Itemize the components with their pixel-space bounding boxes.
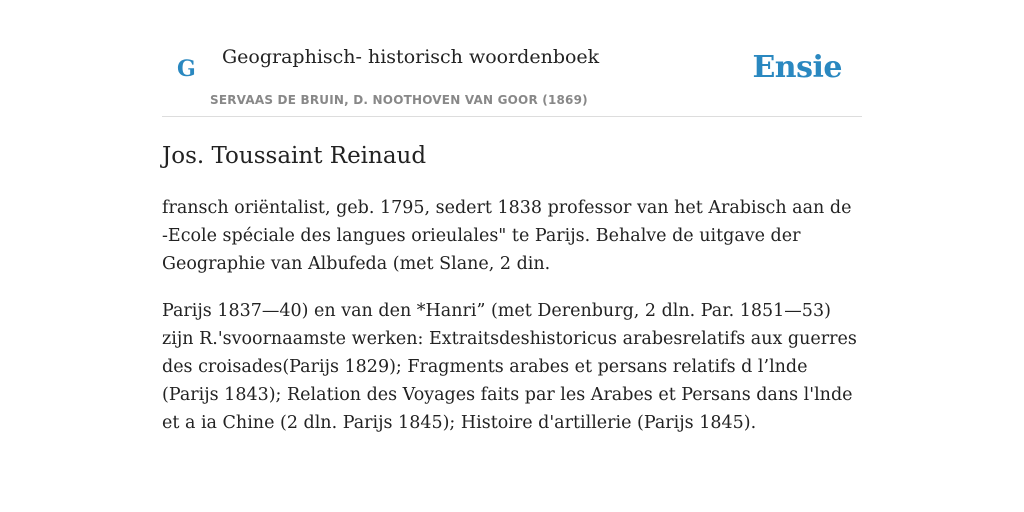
book-title-link[interactable]: Geographisch- historisch woordenboek	[222, 46, 600, 68]
article-page	[162, 0, 862, 437]
ensie-logo-link[interactable]: Ensie	[752, 50, 842, 85]
entry-title: Jos. Toussaint Reinaud	[162, 143, 427, 169]
entry-paragraph: fransch oriëntalist, geb. 1795, sedert 1838 professor van het Arabisch aan de -Ecole spéciale des langues orieulales" te Parijs. Behalve de uitgave der Geographie van Albufeda (met Slane, 2 din.	[162, 198, 852, 274]
book-author: SERVAAS DE BRUIN, D. NOOTHOVEN VAN GOOR (1869)	[210, 93, 588, 107]
index-letter-link[interactable]: G	[177, 56, 196, 82]
book-header	[162, 0, 862, 117]
entry-paragraph: Parijs 1837—40) en van den *Hanri” (met Derenburg, 2 dln. Par. 1851—53) zijn R.'svoornaamste werken: Extraitsdeshistoricus arabesrelatifs aux guerres des croisades(Parijs 1829); Fragments arabes et persans relatifs d l’lnde (Parijs 1843); Relation des Voyages faits par les Arabes et Persans dans l'lnde et a ia Chine (2 dln. Parijs 1845); Histoire d'artillerie (Parijs 1845).	[162, 301, 857, 433]
